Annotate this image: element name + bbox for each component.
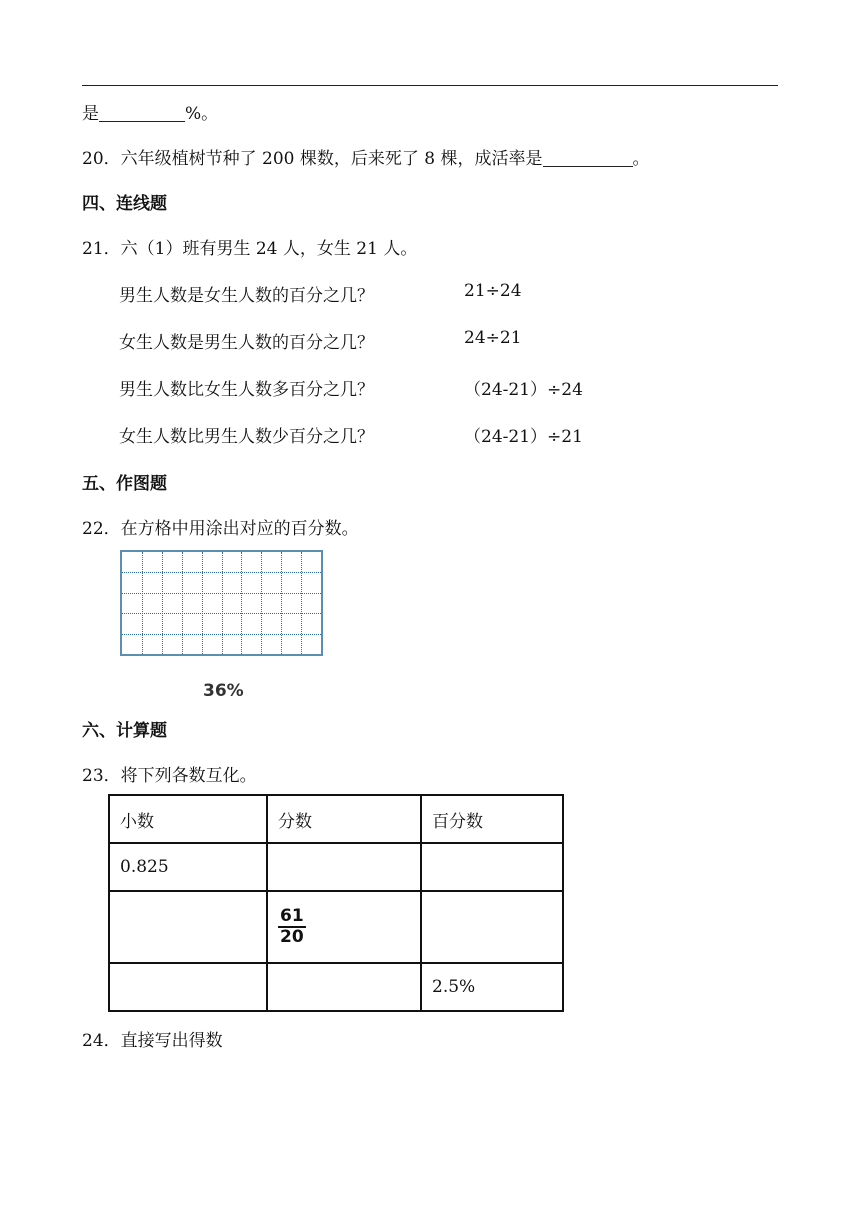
cell-percent-value: 2.5%: [421, 963, 563, 1011]
fraction: [278, 907, 306, 947]
q21-expression-2: 24÷21: [464, 328, 522, 348]
table-row: [109, 843, 563, 891]
q20: [82, 144, 650, 169]
q19-suffix: %。: [185, 104, 219, 124]
q20-text: 20．六年级植树节种了 200 棵数，后来死了 8 棵，成活率是: [82, 149, 543, 169]
header-percent: 百分数: [421, 795, 563, 843]
q19-answer-blank[interactable]: [99, 103, 185, 122]
q21-question-2: 女生人数是男生人数的百分之几？: [119, 333, 374, 353]
cell-percent-blank[interactable]: [421, 891, 563, 963]
q22-text: 22．在方格中用涂出对应的百分数。: [82, 519, 359, 539]
q20-answer-blank[interactable]: [543, 148, 633, 167]
q21-question-3: 男生人数比女生人数多百分之几？: [119, 380, 374, 400]
top-divider-line: [82, 85, 778, 86]
table-row: [109, 963, 563, 1011]
cell-percent-blank[interactable]: [421, 843, 563, 891]
q21-expression-4: （24-21）÷21: [464, 427, 583, 447]
cell-decimal-blank[interactable]: [109, 891, 267, 963]
q21-question-1: 男生人数是女生人数的百分之几？: [119, 286, 374, 306]
hundred-grid[interactable]: [120, 550, 323, 656]
table-header-row: [109, 795, 563, 843]
q21-expression-1: 21÷24: [464, 281, 522, 301]
header-fraction: 分数: [267, 795, 421, 843]
section-heading-calculation: 六、计算题: [82, 721, 167, 741]
q21-question-4: 女生人数比男生人数少百分之几？: [119, 427, 374, 447]
cell-fraction-value: [267, 891, 421, 963]
q21-text: 21．六（1）班有男生 24 人，女生 21 人。: [82, 239, 418, 259]
q19-continuation: [82, 99, 218, 124]
cell-fraction-blank[interactable]: [267, 963, 421, 1011]
q19-prefix: 是: [82, 104, 99, 124]
conversion-table: [108, 794, 564, 1012]
table-row: [109, 891, 563, 963]
cell-decimal-value: 0.825: [109, 843, 267, 891]
fraction-numerator: 61: [280, 906, 304, 926]
q20-suffix: 。: [632, 149, 650, 169]
section-heading-drawing: 五、作图题: [82, 474, 167, 494]
q21-expression-3: （24-21）÷24: [464, 380, 583, 400]
fraction-denominator: 20: [280, 927, 304, 947]
header-decimal: 小数: [109, 795, 267, 843]
cell-decimal-blank[interactable]: [109, 963, 267, 1011]
q23-text: 23．将下列各数互化。: [82, 766, 257, 786]
section-heading-matching: 四、连线题: [82, 194, 167, 214]
q24-text: 24．直接写出得数: [82, 1031, 223, 1051]
grid-percent-label: 36%: [203, 681, 244, 701]
cell-fraction-blank[interactable]: [267, 843, 421, 891]
